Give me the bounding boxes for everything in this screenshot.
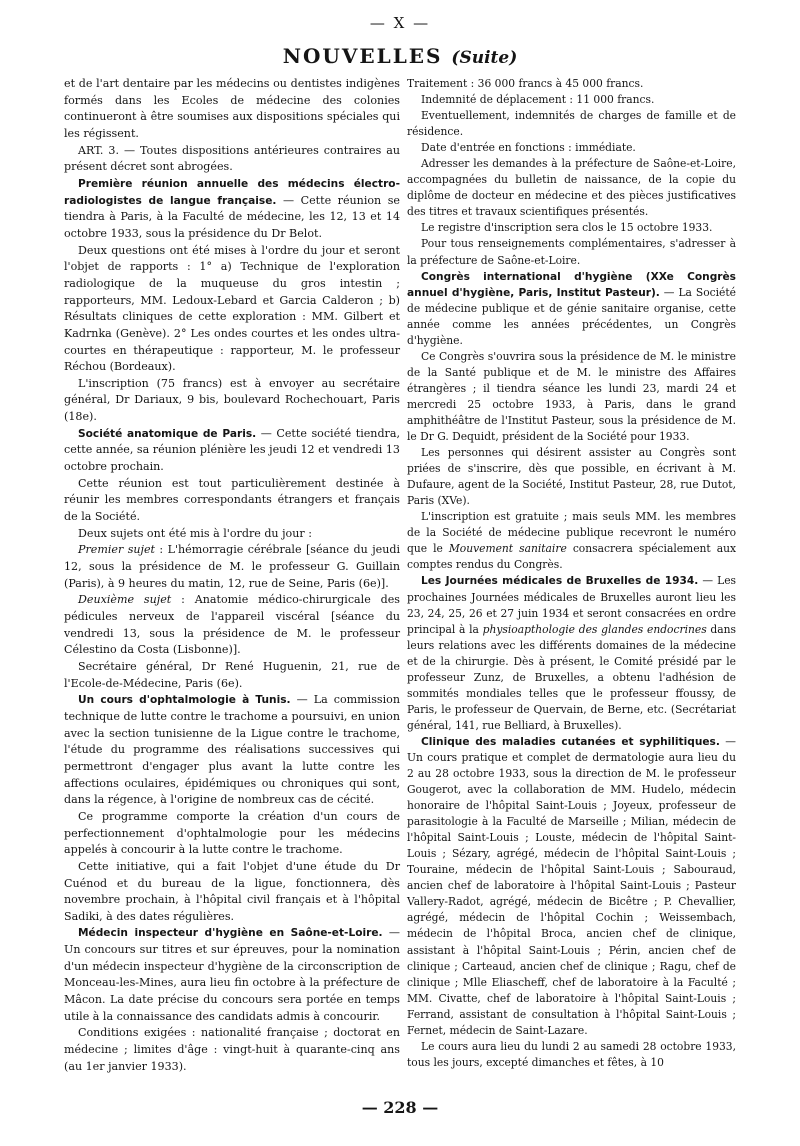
paragraph: Pour tous renseignements complémentaires, s'adresser à la préfecture de Saône-et-Loire. [407, 237, 736, 267]
item-heading: Clinique des maladies cutanées et syphilitiques. [421, 735, 720, 748]
section-folio: — X — [369, 14, 431, 32]
news-item [64, 426, 400, 476]
paragraph: Eventuellement, indemnités de charges de famille et de résidence. [407, 109, 736, 139]
item-text: — Cette société tiendra, cette année, sa réunion plénière les jeudi 12 et vendredi 13 octobre prochain. [64, 426, 400, 474]
title-main: NOUVELLES [282, 44, 443, 68]
paragraph: Traitement : 36 000 francs à 45 000 francs. [407, 77, 644, 90]
paragraph: Ce Congrès s'ouvrira sous la présidence de M. le ministre de la Santé publique et de M. le ministre des Affaires étrangères ; il tiendra séance les lundi 23, mardi 24 et mercredi 25 octobre 1933, à Paris, dans le grand amphithéâtre de l'Institut Pasteur, sous la présidence de M. le Dr G. Dequidt, président de la Société pour 1933. [407, 349, 736, 444]
item-heading: Congrès international d'hygiène (XXe Congrès annuel d'hygiène, Paris, Institut Pasteur). [407, 270, 736, 299]
text-run: dans leurs relations avec les différents domaines de la médecine et de la chirurgie. Dès à présent, le Comité présidé par le professeur Zunz, de Bruxelles, a obtenu l'adhésion de sommités mondiales telles que le professeur ffoussy, de Paris, le professeur de Quervain, de Berne, etc. (Secrétariat général, 141, rue Belliard, à Bruxelles). [407, 622, 737, 732]
item-heading: Première réunion annuelle des médecins électro-radiologistes de langue française. [64, 177, 400, 207]
paragraph: Cette réunion est tout particulièrement destinée à réunir les membres correspondants étrangers et français de la Société. [64, 476, 400, 524]
paragraph: ART. 3. — Toutes dispositions antérieures contraires au présent décret sont abrogées. [64, 143, 400, 174]
item-text: — La Société de médecine publique et de génie sanitaire organise, cette année comme les années précédentes, un Congrès d'hygiène. [407, 285, 736, 347]
paragraph: Cette initiative, qui a fait l'objet d'une étude du Dr Cuénod et du bureau de la ligue, fonctionnera, dès novembre prochain, à l'hôpital civil français et à l'hôpital Sadiki, à des dates régulières. [64, 859, 400, 923]
paragraph [407, 509, 736, 573]
news-item [64, 176, 400, 243]
topic-emphasis: physioapthologie des glandes endocrines [482, 622, 707, 636]
left-column [64, 76, 400, 1075]
subject-text: : Anatomie médico-chirurgicale des pédicules nerveux de l'appareil viscéral [séance du vendredi 13, sous la présidence de M. le professeur Célestino da Costa (Lisbonne)]. [64, 593, 400, 657]
item-heading: Médecin inspecteur d'hygiène en Saône-et-Loire. [78, 927, 383, 940]
news-item [64, 692, 400, 809]
item-heading: Les Journées médicales de Bruxelles de 1934. [421, 575, 699, 588]
paragraph: Deux questions ont été mises à l'ordre du jour et seront l'objet de rapports : 1° a) Technique de l'exploration radiologique de la muqueuse du gros intestin ; rapporteurs, MM. Ledoux-Lebard et Garcia Calderon ; b) Résultats cliniques de cette exploration : MM. Gilbert et Kadrnka (Genève). 2° Les ondes courtes et les ondes ultra-courtes en thérapeutique : rapporteur, M. le professeur Réchou (Bordeaux). [64, 243, 400, 374]
paragraph [64, 542, 400, 592]
item-text: — Un concours sur titres et sur épreuves, pour la nomination d'un médecin inspecteur d'hygiène de la circonscription de Monceau-les-Mines, aura lieu fin octobre à la préfecture de Mâcon. La date précise du concours sera portée en temps utile à la connaissance des candidats admis à concourir. [64, 926, 400, 1023]
item-text: — Cette réunion se tiendra à Paris, à la Faculté de médecine, les 12, 13 et 14 octobre 1933, sous la présidence du Dr Belot. [64, 193, 400, 240]
paragraph: Conditions exigées : nationalité française ; doctorat en médecine ; limites d'âge : vingt-huit à quarante-cinq ans (au 1er janvier 1933). [64, 1026, 400, 1073]
page-title [0, 44, 800, 68]
paragraph: Ce programme comporte la création d'un cours de perfectionnement d'ophtalmologie pour les médecins appelés à concourir à la lutte contre le trachome. [64, 809, 400, 857]
title-suite: (Suite) [451, 48, 518, 68]
text-run: consacrera spécialement aux comptes rendus du Congrès. [407, 542, 736, 572]
item-text: — La commission technique de lutte contre le trachome a poursuivi, en union avec la section tunisienne de la Ligue contre le trachome, l'étude du programme des réalisations successives qui permettront d'engager plus avant la lutte contre les affections oculaires, épidémiques ou chroniques qui sont, dans la régence, à l'origine de nombreux cas de cécité. [64, 693, 400, 807]
page-number: — 228 — [361, 1098, 439, 1117]
paragraph: Deux sujets ont été mis à l'ordre du jour : [78, 526, 312, 540]
journal-title: Mouvement sanitaire [448, 542, 567, 556]
paragraph: Le cours aura lieu du lundi 2 au samedi 28 octobre 1933, tous les jours, excepté dimanches et fêtes, à 10 [407, 1039, 736, 1069]
paragraph: Les personnes qui désirent assister au Congrès sont priées de s'inscrire, dès que possible, en écrivant à M. Dufaure, agent de la Société, Institut Pasteur, 28, rue Dutot, Paris (XVe). [407, 446, 736, 508]
paragraph: Adresser les demandes à la préfecture de Saône-et-Loire, accompagnées du bulletin de naissance, de la copie du diplôme de docteur en médecine et des pièces justificatives des titres et travaux scientifiques présentés. [407, 157, 736, 219]
item-text: — Un cours pratique et complet de dermatologie aura lieu du 2 au 28 octobre 1933, sous la direction de M. le professeur Gougerot, avec la collaboration de MM. Hudelo, médecin honoraire de l'hôpital Saint-Louis ; Joyeux, professeur de parasitologie à la Faculté de Marseille ; Milian, médecin de l'hôpital Saint-Louis ; Louste, médecin de l'hôpital Saint-Louis ; Sézary, agrégé, médecin de l'hôpital Saint-Louis ; Touraine, médecin de l'hôpital Saint-Louis ; Sabouraud, ancien chef de laboratoire à l'hôpital Saint-Louis ; Pasteur Vallery-Radot, agrégé, médecin de Bicêtre ; P. Chevallier, agrégé, médecin de l'hôpital Cochin ; Weissembach, médecin de l'hôpital Broca, ancien chef de clinique, assistant à l'hôpital Saint-Louis ; Périn, ancien chef de clinique ; Carteaud, ancien chef de clinique ; Ragu, chef de clinique ; Mlle Eliascheff, chef de laboratoire à la Faculté ; MM. Civatte, chef de laboratoire à l'hôpital Saint-Louis ; Ferrand, assistant de consultation à l'hôpital Saint-Louis ; Fernet, médecin de Saint-Lazare. [407, 734, 736, 1037]
paragraph: Indemnité de déplacement : 11 000 francs. [421, 93, 655, 107]
item-heading: Société anatomique de Paris. [78, 427, 257, 440]
news-item [407, 734, 736, 1039]
text-run: L'inscription est gratuite ; mais seuls MM. les membres de la Société de médecine publique recevront le numéro que le [407, 510, 736, 556]
paragraph: Le registre d'inscription sera clos le 15 octobre 1933. [421, 221, 713, 235]
subject-label: Deuxième sujet [78, 593, 172, 607]
subject-text: : L'hémorragie cérébrale [séance du jeudi 12, sous la présidence de M. le professeur G. Guillain (Paris), à 9 heures du matin, 12, rue de Seine, Paris (6e)]. [64, 543, 400, 590]
paragraph: et de l'art dentaire par les médecins ou dentistes indigènes formés dans les Ecoles de médecine des colonies continueront à être soumises aux dispositions spéciales qui les régissent. [64, 77, 400, 140]
subject-label: Premier sujet [78, 543, 155, 557]
paragraph [64, 592, 400, 659]
paragraph: Date d'entrée en fonctions : immédiate. [421, 141, 636, 155]
paragraph: Secrétaire général, Dr René Huguenin, 21, rue de l'Ecole-de-Médecine, Paris (6e). [64, 659, 400, 690]
news-item [407, 573, 736, 733]
right-column [407, 76, 736, 1071]
item-heading: Un cours d'ophtalmologie à Tunis. [78, 694, 291, 707]
paragraph: L'inscription (75 francs) est à envoyer au secrétaire général, Dr Dariaux, 9 bis, boulevard Rochechouart, Paris (18e). [64, 376, 400, 424]
news-item [64, 925, 400, 1025]
text-run: — Les prochaines Journées médicales de Bruxelles auront lieu les 23, 24, 25, 26 et 27 juin 1934 et seront consacrées en ordre principal à la [407, 574, 737, 636]
news-item [407, 269, 736, 349]
